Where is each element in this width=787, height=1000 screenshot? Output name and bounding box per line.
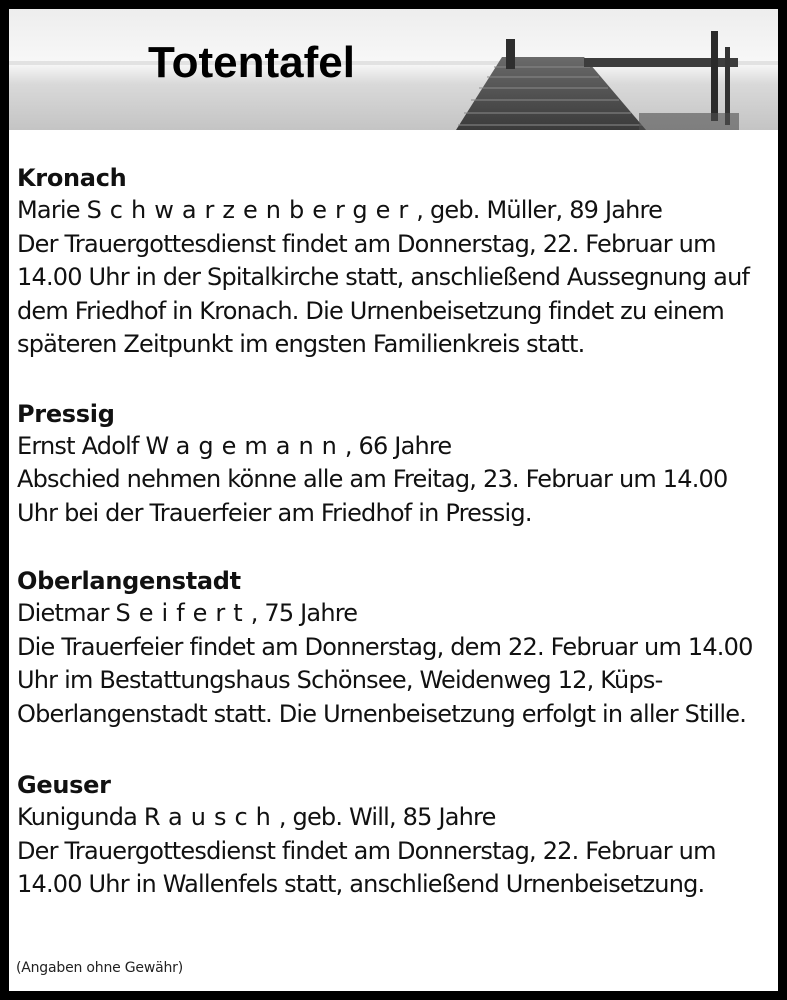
service-line: Abschied nehmen könne alle am Freitag, 23. Februar um 14.00 (17, 465, 728, 493)
service-line: dem Friedhof in Kronach. Die Urnenbeisetzung findet zu einem (17, 296, 724, 325)
deceased-name: Kunigunda Rausch, geb. Will, 85 Jahre (17, 803, 496, 831)
place-heading: Pressig (17, 399, 115, 428)
place-heading: Oberlangenstadt (17, 567, 241, 595)
service-line: Uhr bei der Trauerfeier am Friedhof in Pressig. (17, 498, 532, 527)
service-line: Der Trauergottesdienst findet am Donnerstag, 22. Februar um (17, 836, 716, 865)
service-line: 14.00 Uhr in der Spitalkirche statt, anschließend Aussegnung auf (17, 263, 750, 291)
surname: Rausch (143, 803, 279, 831)
obituary-entry (17, 398, 767, 531)
surname: Seifert (115, 599, 251, 627)
deceased-name: Dietmar Seifert, 75 Jahre (17, 599, 358, 627)
service-line: 14.00 Uhr in Wallenfels statt, anschließend Urnenbeisetzung. (17, 870, 705, 898)
service-line: späteren Zeitpunkt im engsten Familienkreis statt. (17, 330, 585, 358)
disclaimer: (Angaben ohne Gewähr) (16, 960, 183, 976)
jetty-lake-image (9, 9, 778, 130)
place-heading: Kronach (17, 164, 127, 192)
service-line: Uhr im Bestattungshaus Schönsee, Weidenweg 12, Küps- (17, 666, 663, 694)
deceased-name: Ernst Adolf Wagemann, 66 Jahre (17, 431, 452, 460)
service-line: Der Trauergottesdienst findet am Donnerstag, 22. Februar um (17, 229, 716, 258)
header-banner (9, 9, 778, 130)
obituary-entry (17, 162, 767, 362)
place-heading: Geuser (17, 771, 111, 799)
obituary-entry (17, 565, 767, 731)
deceased-name: Marie Schwarzenberger, geb. Müller, 89 Jahre (17, 196, 663, 224)
obituary-list (17, 162, 767, 938)
obituary-entry (17, 769, 767, 902)
surname: Schwarzenberger (86, 196, 417, 224)
surname: Wagemann (145, 431, 345, 460)
page-title: Totentafel (148, 38, 355, 87)
service-line: Oberlangenstadt statt. Die Urnenbeisetzung erfolgt in aller Stille. (17, 699, 747, 728)
service-line: Die Trauerfeier findet am Donnerstag, dem 22. Februar um 14.00 (17, 632, 753, 661)
